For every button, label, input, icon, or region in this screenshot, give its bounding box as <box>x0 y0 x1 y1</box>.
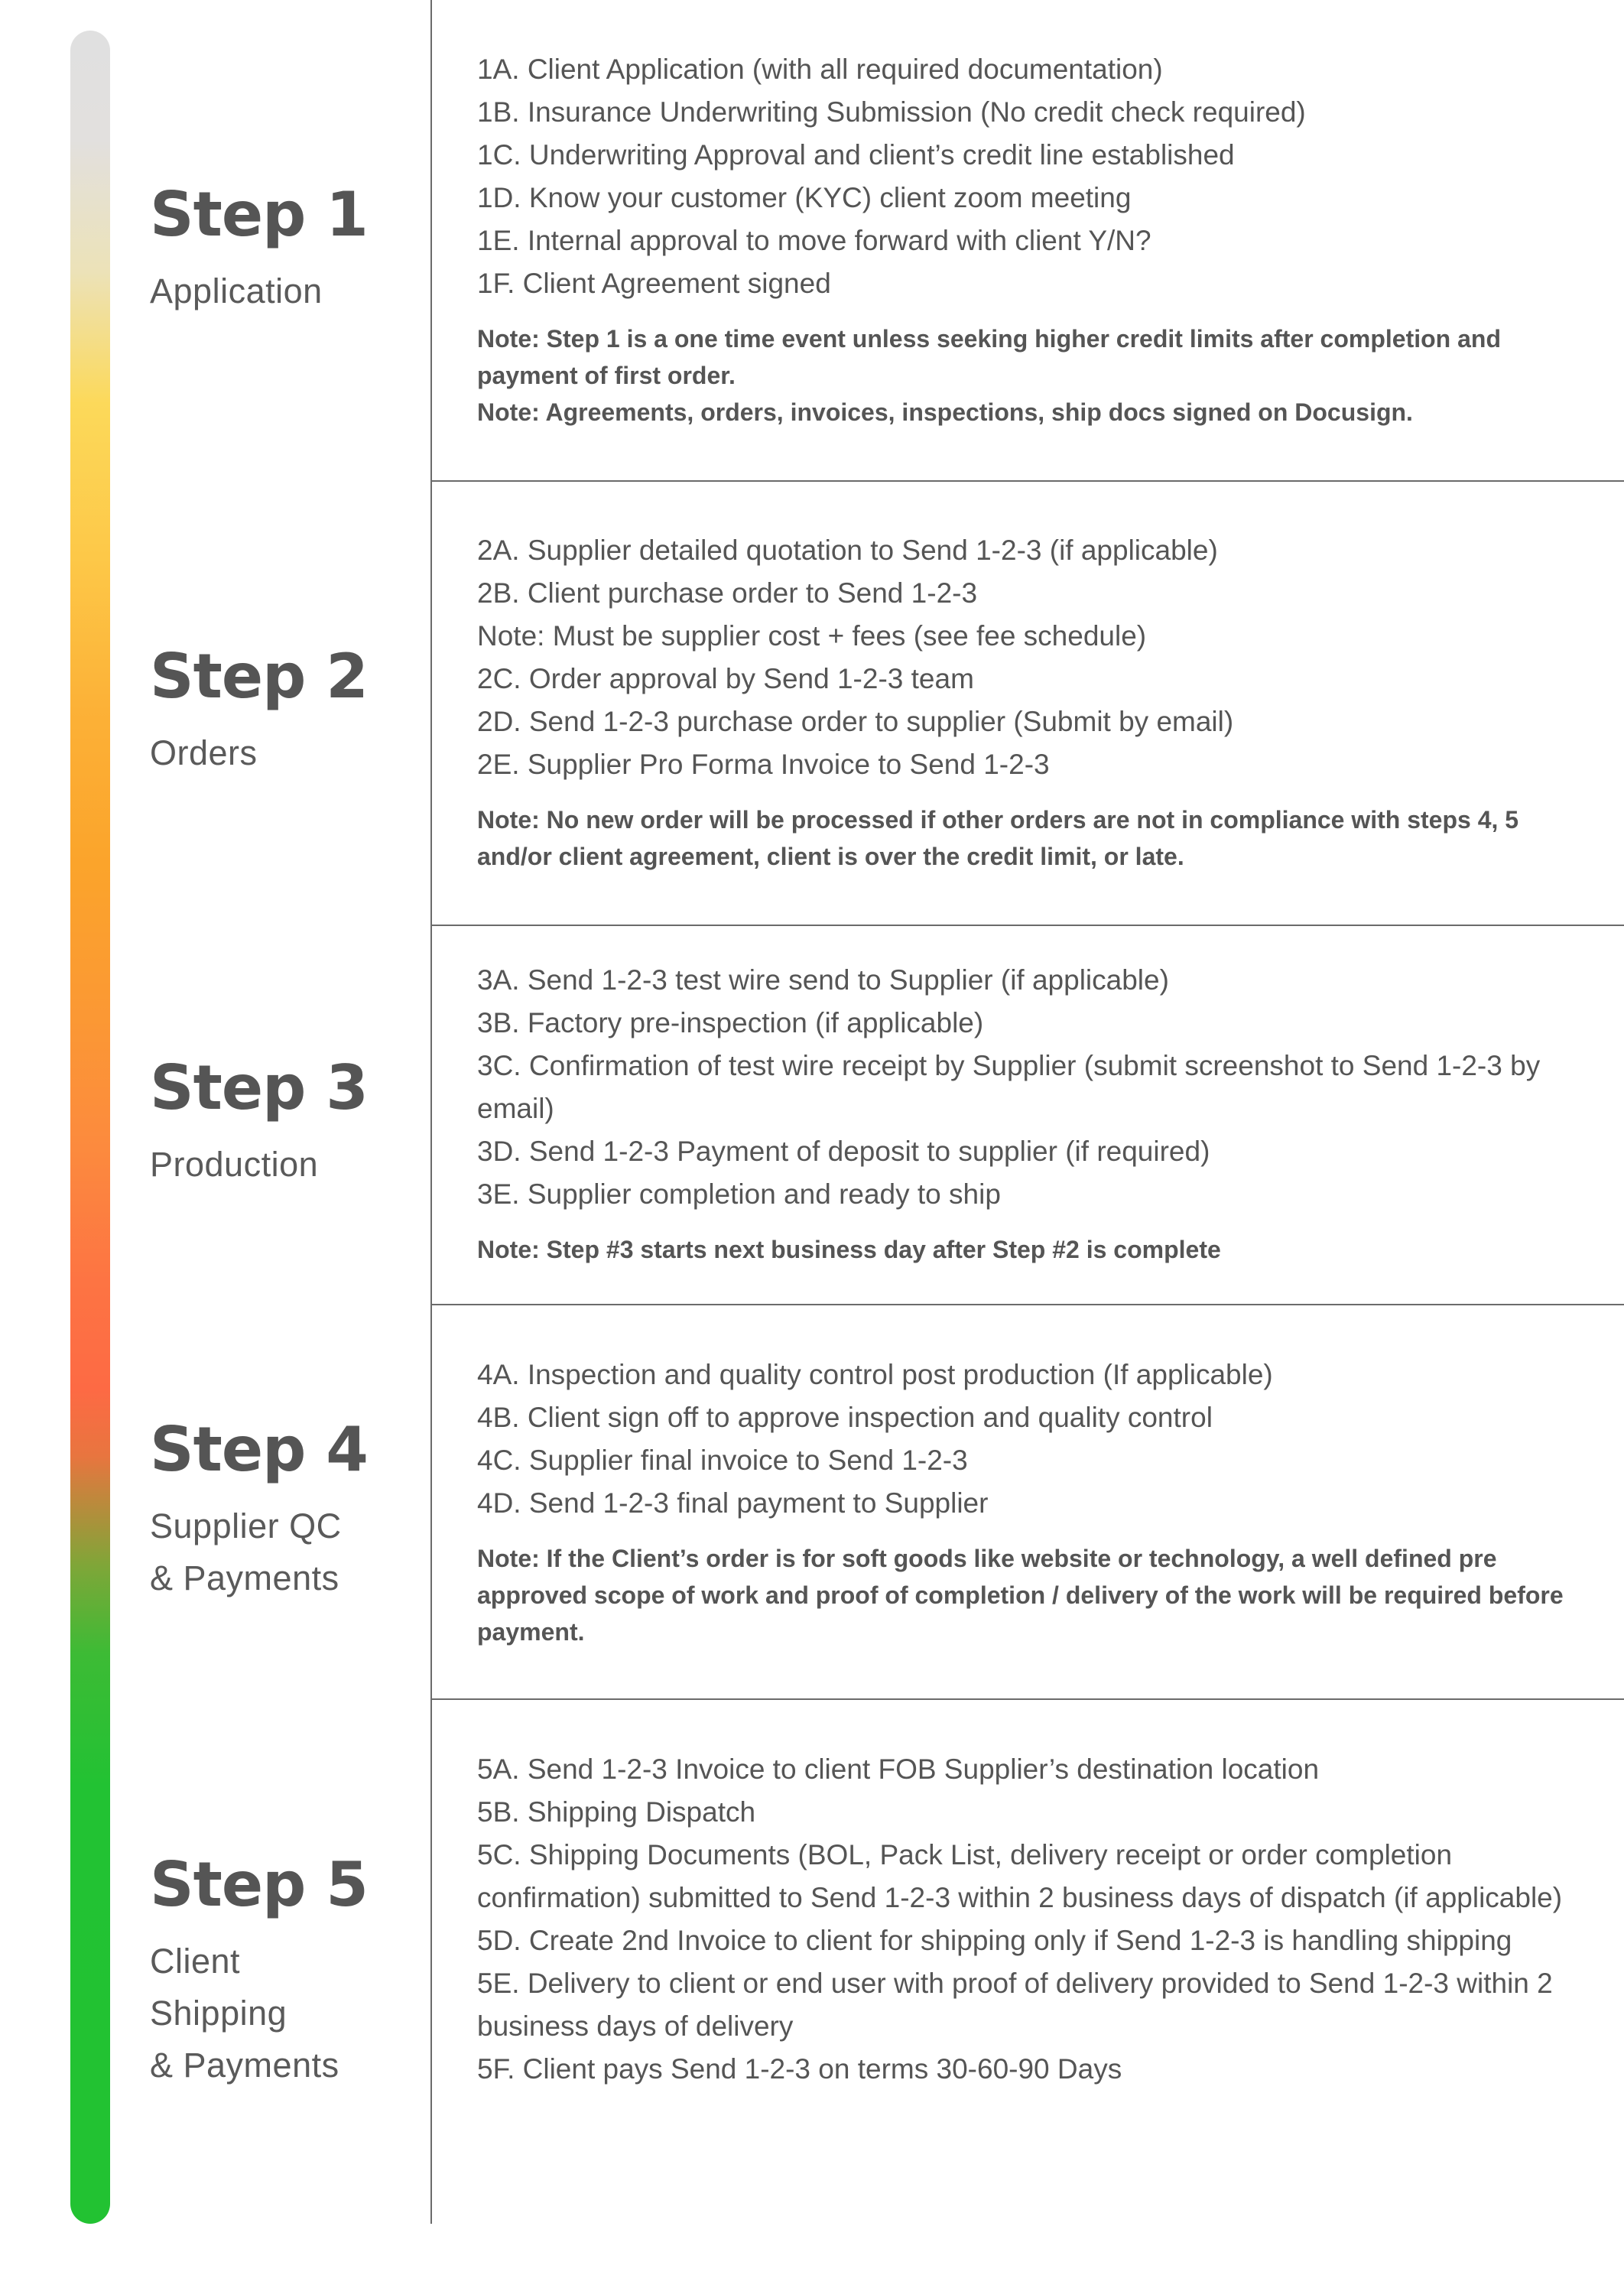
step-5-content <box>477 1748 1578 2091</box>
step-4-label <box>150 1414 410 1604</box>
step-1-content <box>477 48 1578 431</box>
vertical-divider <box>430 0 432 2224</box>
step-2-note-1: Note: No new order will be processed if other orders are not in compliance with steps 4, 5 and/or client agreement, client is over the credit limit, or late. <box>477 806 1519 870</box>
step-2-item-2c: 2C. Order approval by Send 1-2-3 team <box>477 663 974 694</box>
step-2-content <box>477 529 1578 875</box>
step-1-item-1f: 1F. Client Agreement signed <box>477 268 831 299</box>
step-3-title: Step 3 <box>150 1052 368 1123</box>
step-3-subtitle <box>150 1139 410 1191</box>
progress-gradient-bar <box>70 31 110 2224</box>
step-5-subtitle <box>150 1935 410 2091</box>
step-3-note-1: Note: Step #3 starts next business day after Step #2 is complete <box>477 1236 1221 1263</box>
step-3-item-3c: 3C. Confirmation of test wire receipt by Supplier (submit screenshot to Send 1-2-3 by email) <box>477 1050 1541 1124</box>
step-2-title: Step 2 <box>150 641 368 712</box>
step-4-item-4a: 4A. Inspection and quality control post production (If applicable) <box>477 1359 1273 1390</box>
step-3-notes <box>477 1231 1578 1268</box>
step-2-notes <box>477 801 1578 875</box>
step-5-subtitle-line-2: Shipping <box>150 1994 287 2033</box>
step-1-item-1b: 1B. Insurance Underwriting Submission (No credit check required) <box>477 96 1306 128</box>
step-2-label <box>150 641 410 779</box>
step-1-notes <box>477 320 1578 431</box>
step-4-item-4d: 4D. Send 1-2-3 final payment to Supplier <box>477 1487 989 1519</box>
step-1-note-2: Note: Agreements, orders, invoices, inspections, ship docs signed on Docusign. <box>477 398 1413 426</box>
step-4-item-4b: 4B. Client sign off to approve inspection and quality control <box>477 1402 1213 1433</box>
section-divider-3 <box>430 1304 1624 1305</box>
step-2-subtitle-line: Orders <box>150 733 258 772</box>
step-3-subtitle-line: Production <box>150 1145 319 1184</box>
step-2-item-2e: 2E. Supplier Pro Forma Invoice to Send 1-2-3 <box>477 749 1050 780</box>
step-4-notes <box>477 1540 1578 1650</box>
step-4-subtitle <box>150 1500 410 1604</box>
step-3-label <box>150 1052 410 1191</box>
step-5-label <box>150 1849 410 2091</box>
step-1-subtitle-line: Application <box>150 271 323 310</box>
step-4-subtitle-line-1: Supplier QC <box>150 1506 342 1545</box>
step-4-note-1: Note: If the Client’s order is for soft goods like website or technology, a well defined pre approved scope of work and proof of completion / delivery of the work will be required before payment. <box>477 1545 1564 1646</box>
step-1-item-1c: 1C. Underwriting Approval and client’s credit line established <box>477 139 1235 171</box>
step-1-item-1d: 1D. Know your customer (KYC) client zoom meeting <box>477 182 1132 213</box>
step-2-item-2b: 2B. Client purchase order to Send 1-2-3 <box>477 577 978 609</box>
step-4-content <box>477 1354 1578 1650</box>
step-5-item-5d: 5D. Create 2nd Invoice to client for shipping only if Send 1-2-3 is handling shipping <box>477 1925 1512 1956</box>
section-divider-1 <box>430 480 1624 482</box>
step-3-item-3e: 3E. Supplier completion and ready to ship <box>477 1178 1001 1210</box>
step-5-item-5e: 5E. Delivery to client or end user with proof of delivery provided to Send 1-2-3 within 2 business days of delivery <box>477 1968 1553 2042</box>
step-4-title: Step 4 <box>150 1414 368 1485</box>
step-1-note-1: Note: Step 1 is a one time event unless seeking higher credit limits after completion and payment of first order. <box>477 325 1501 389</box>
step-2-subtitle <box>150 727 410 779</box>
step-5-subtitle-line-1: Client <box>150 1942 241 1981</box>
step-5-item-5c: 5C. Shipping Documents (BOL, Pack List, delivery receipt or order completion confirmation) submitted to Send 1-2-3 within 2 business days of dispatch (if applicable) <box>477 1839 1563 1913</box>
step-1-subtitle <box>150 265 410 317</box>
step-5-subtitle-line-3: & Payments <box>150 2046 339 2085</box>
step-3-content <box>477 959 1578 1268</box>
step-4-item-4c: 4C. Supplier final invoice to Send 1-2-3 <box>477 1445 968 1476</box>
step-3-item-3d: 3D. Send 1-2-3 Payment of deposit to supplier (if required) <box>477 1136 1210 1167</box>
step-1-label <box>150 179 410 317</box>
step-3-item-3a: 3A. Send 1-2-3 test wire send to Supplier (if applicable) <box>477 964 1169 996</box>
step-2-item-note: Note: Must be supplier cost + fees (see fee schedule) <box>477 620 1147 652</box>
step-1-item-1e: 1E. Internal approval to move forward with client Y/N? <box>477 225 1151 256</box>
step-1-title: Step 1 <box>150 179 368 250</box>
step-3-item-3b: 3B. Factory pre-inspection (if applicable) <box>477 1007 984 1038</box>
step-1-item-1a: 1A. Client Application (with all required documentation) <box>477 54 1163 85</box>
step-5-title: Step 5 <box>150 1849 368 1920</box>
step-4-subtitle-line-2: & Payments <box>150 1558 339 1597</box>
section-divider-4 <box>430 1698 1624 1700</box>
step-2-item-2d: 2D. Send 1-2-3 purchase order to supplier (Submit by email) <box>477 706 1234 737</box>
step-5-item-5f: 5F. Client pays Send 1-2-3 on terms 30-60-90 Days <box>477 2053 1122 2085</box>
step-5-item-5b: 5B. Shipping Dispatch <box>477 1796 756 1828</box>
step-5-item-5a: 5A. Send 1-2-3 Invoice to client FOB Supplier’s destination location <box>477 1753 1320 1785</box>
step-2-item-2a: 2A. Supplier detailed quotation to Send 1-2-3 (if applicable) <box>477 535 1218 566</box>
section-divider-2 <box>430 925 1624 926</box>
